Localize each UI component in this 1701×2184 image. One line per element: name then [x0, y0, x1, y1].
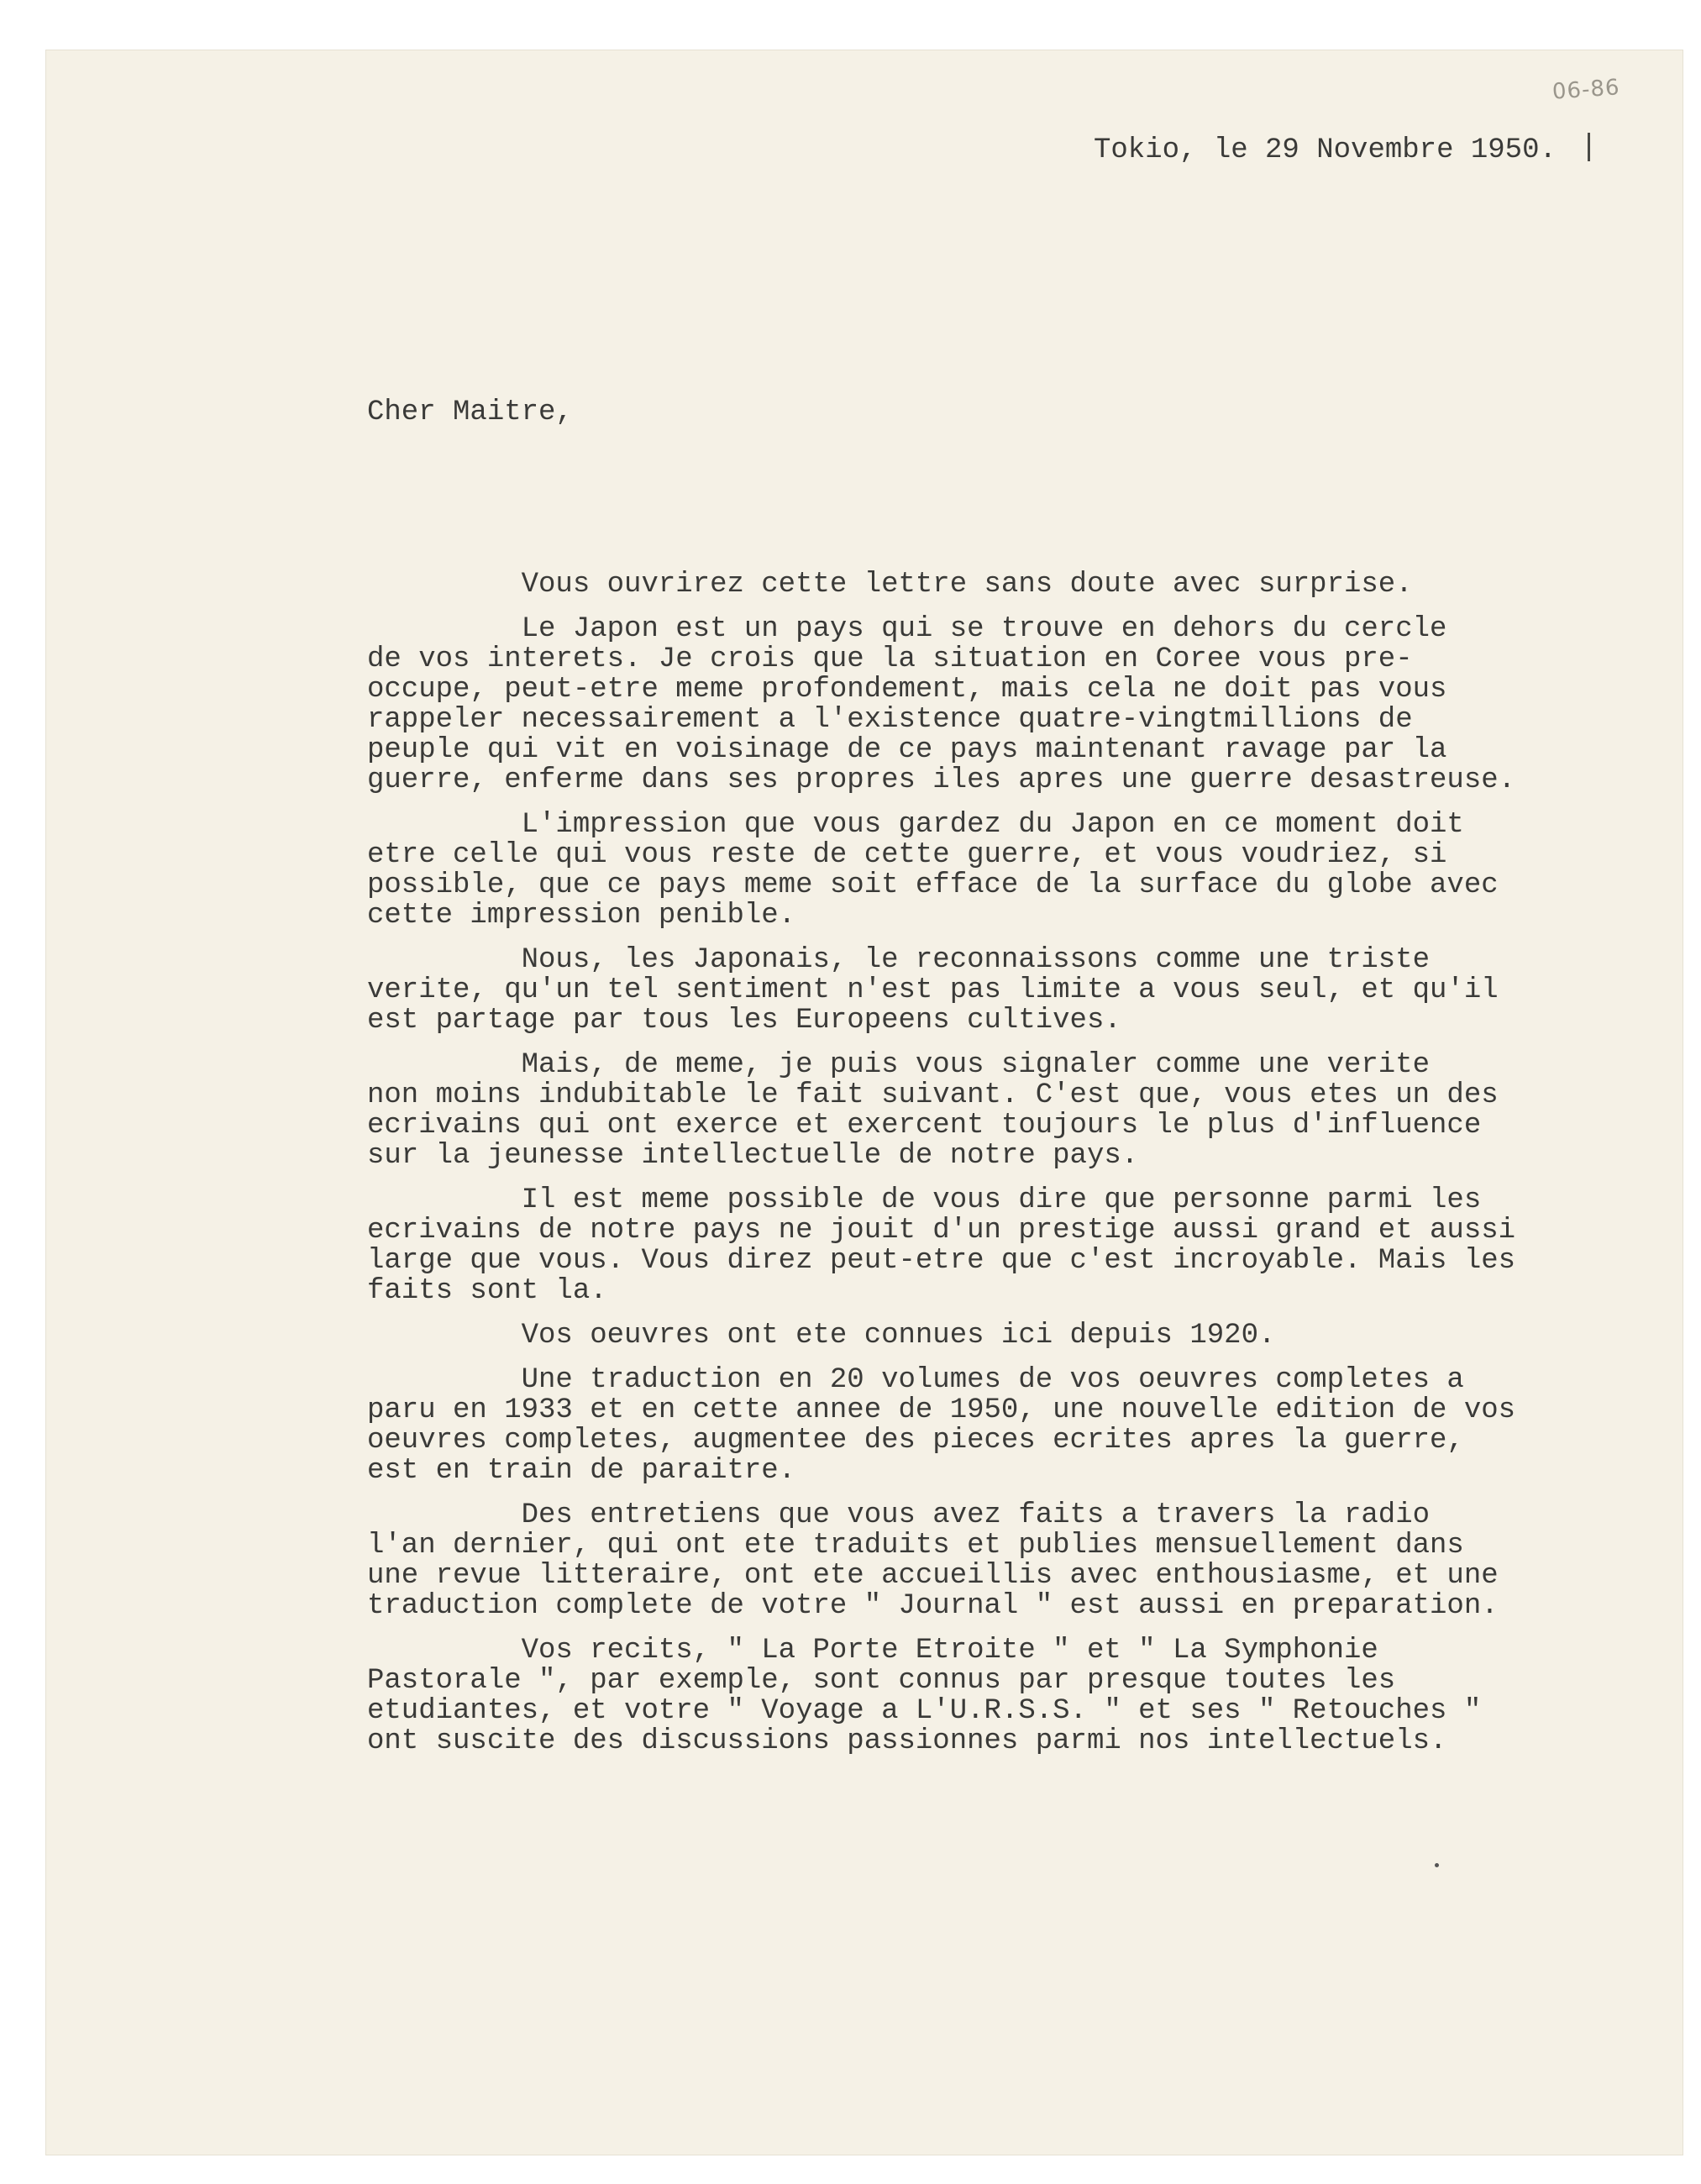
- text-line: faits sont la.: [367, 1275, 607, 1307]
- dateline: Tokio, le 29 Novembre 1950.: [1094, 134, 1557, 166]
- text-line: Pastorale ", par exemple, sont connus par presque toutes les: [367, 1665, 1396, 1697]
- paragraph: [367, 570, 1515, 600]
- text-line: ont suscite des discussions passionnes parmi nos intellectuels.: [367, 1725, 1447, 1757]
- text-line: peuple qui vit en voisinage de ce pays maintenant ravage par la: [367, 734, 1447, 766]
- text-line: Il est meme possible de vous dire que personne parmi les: [367, 1184, 1482, 1216]
- text-line: de vos interets. Je crois que la situation en Coree vous pre-: [367, 643, 1413, 675]
- text-line: l'an dernier, qui ont ete traduits et publies mensuellement dans: [367, 1530, 1464, 1562]
- paragraph: [367, 945, 1515, 1036]
- text-line: oeuvres completes, augmentee des pieces ecrites apres la guerre,: [367, 1425, 1464, 1457]
- text-line: etudiantes, et votre " Voyage a L'U.R.S.S. " et ses " Retouches ": [367, 1695, 1482, 1727]
- paragraph: [367, 614, 1515, 795]
- text-line: une revue litteraire, ont ete accueillis avec enthousiasme, et une: [367, 1560, 1499, 1592]
- text-line: ecrivains qui ont exerce et exercent toujours le plus d'influence: [367, 1110, 1482, 1142]
- text-line: guerre, enferme dans ses propres iles apres une guerre desastreuse.: [367, 764, 1516, 796]
- text-line: sur la jeunesse intellectuelle de notre pays.: [367, 1140, 1139, 1172]
- text-line: Des entretiens que vous avez faits a travers la radio: [367, 1499, 1431, 1531]
- text-line: est partage par tous les Europeens cultives.: [367, 1005, 1121, 1037]
- text-line: Vous ouvrirez cette lettre sans doute avec surprise.: [367, 569, 1413, 601]
- text-line: ecrivains de notre pays ne jouit d'un prestige aussi grand et aussi: [367, 1215, 1516, 1247]
- ink-dot: [1435, 1863, 1439, 1867]
- paragraph: [367, 1365, 1515, 1486]
- text-line: paru en 1933 et en cette annee de 1950, une nouvelle edition de vos: [367, 1394, 1516, 1426]
- salutation: Cher Maitre,: [367, 396, 573, 428]
- text-line: occupe, peut-etre meme profondement, mais cela ne doit pas vous: [367, 674, 1447, 706]
- text-line: Vos recits, " La Porte Etroite " et " La Symphonie: [367, 1635, 1378, 1667]
- paragraph: [367, 1635, 1515, 1756]
- text-line: Vos oeuvres ont ete connues ici depuis 1920.: [367, 1320, 1276, 1352]
- paragraph: [367, 1050, 1515, 1171]
- text-line: non moins indubitable le fait suivant. C'est que, vous etes un des: [367, 1079, 1499, 1111]
- paragraph: [367, 1500, 1515, 1621]
- text-line: Le Japon est un pays qui se trouve en dehors du cercle: [367, 613, 1447, 645]
- text-line: est en train de paraitre.: [367, 1455, 796, 1487]
- paragraph: [367, 810, 1515, 931]
- text-line: L'impression que vous gardez du Japon en ce moment doit: [367, 809, 1464, 841]
- letter-body: [367, 570, 1515, 1771]
- archive-number: 06-86: [1551, 75, 1621, 105]
- paragraph: [367, 1185, 1515, 1306]
- text-line: large que vous. Vous direz peut-etre que c'est incroyable. Mais les: [367, 1245, 1516, 1277]
- paragraph: [367, 1320, 1515, 1351]
- text-line: possible, que ce pays meme soit efface de la surface du globe avec: [367, 869, 1499, 901]
- text-line: rappeler necessairement a l'existence quatre-vingtmillions de: [367, 704, 1413, 736]
- text-line: cette impression penible.: [367, 900, 796, 932]
- text-line: Nous, les Japonais, le reconnaissons comme une triste: [367, 944, 1431, 976]
- text-line: etre celle qui vous reste de cette guerre, et vous voudriez, si: [367, 839, 1447, 871]
- text-line: verite, qu'un tel sentiment n'est pas limite a vous seul, et qu'il: [367, 974, 1499, 1006]
- text-line: traduction complete de votre " Journal " est aussi en preparation.: [367, 1590, 1499, 1622]
- text-line: Mais, de meme, je puis vous signaler comme une verite: [367, 1049, 1431, 1081]
- margin-tick-mark: [1588, 133, 1590, 161]
- text-line: Une traduction en 20 volumes de vos oeuvres completes a: [367, 1364, 1464, 1396]
